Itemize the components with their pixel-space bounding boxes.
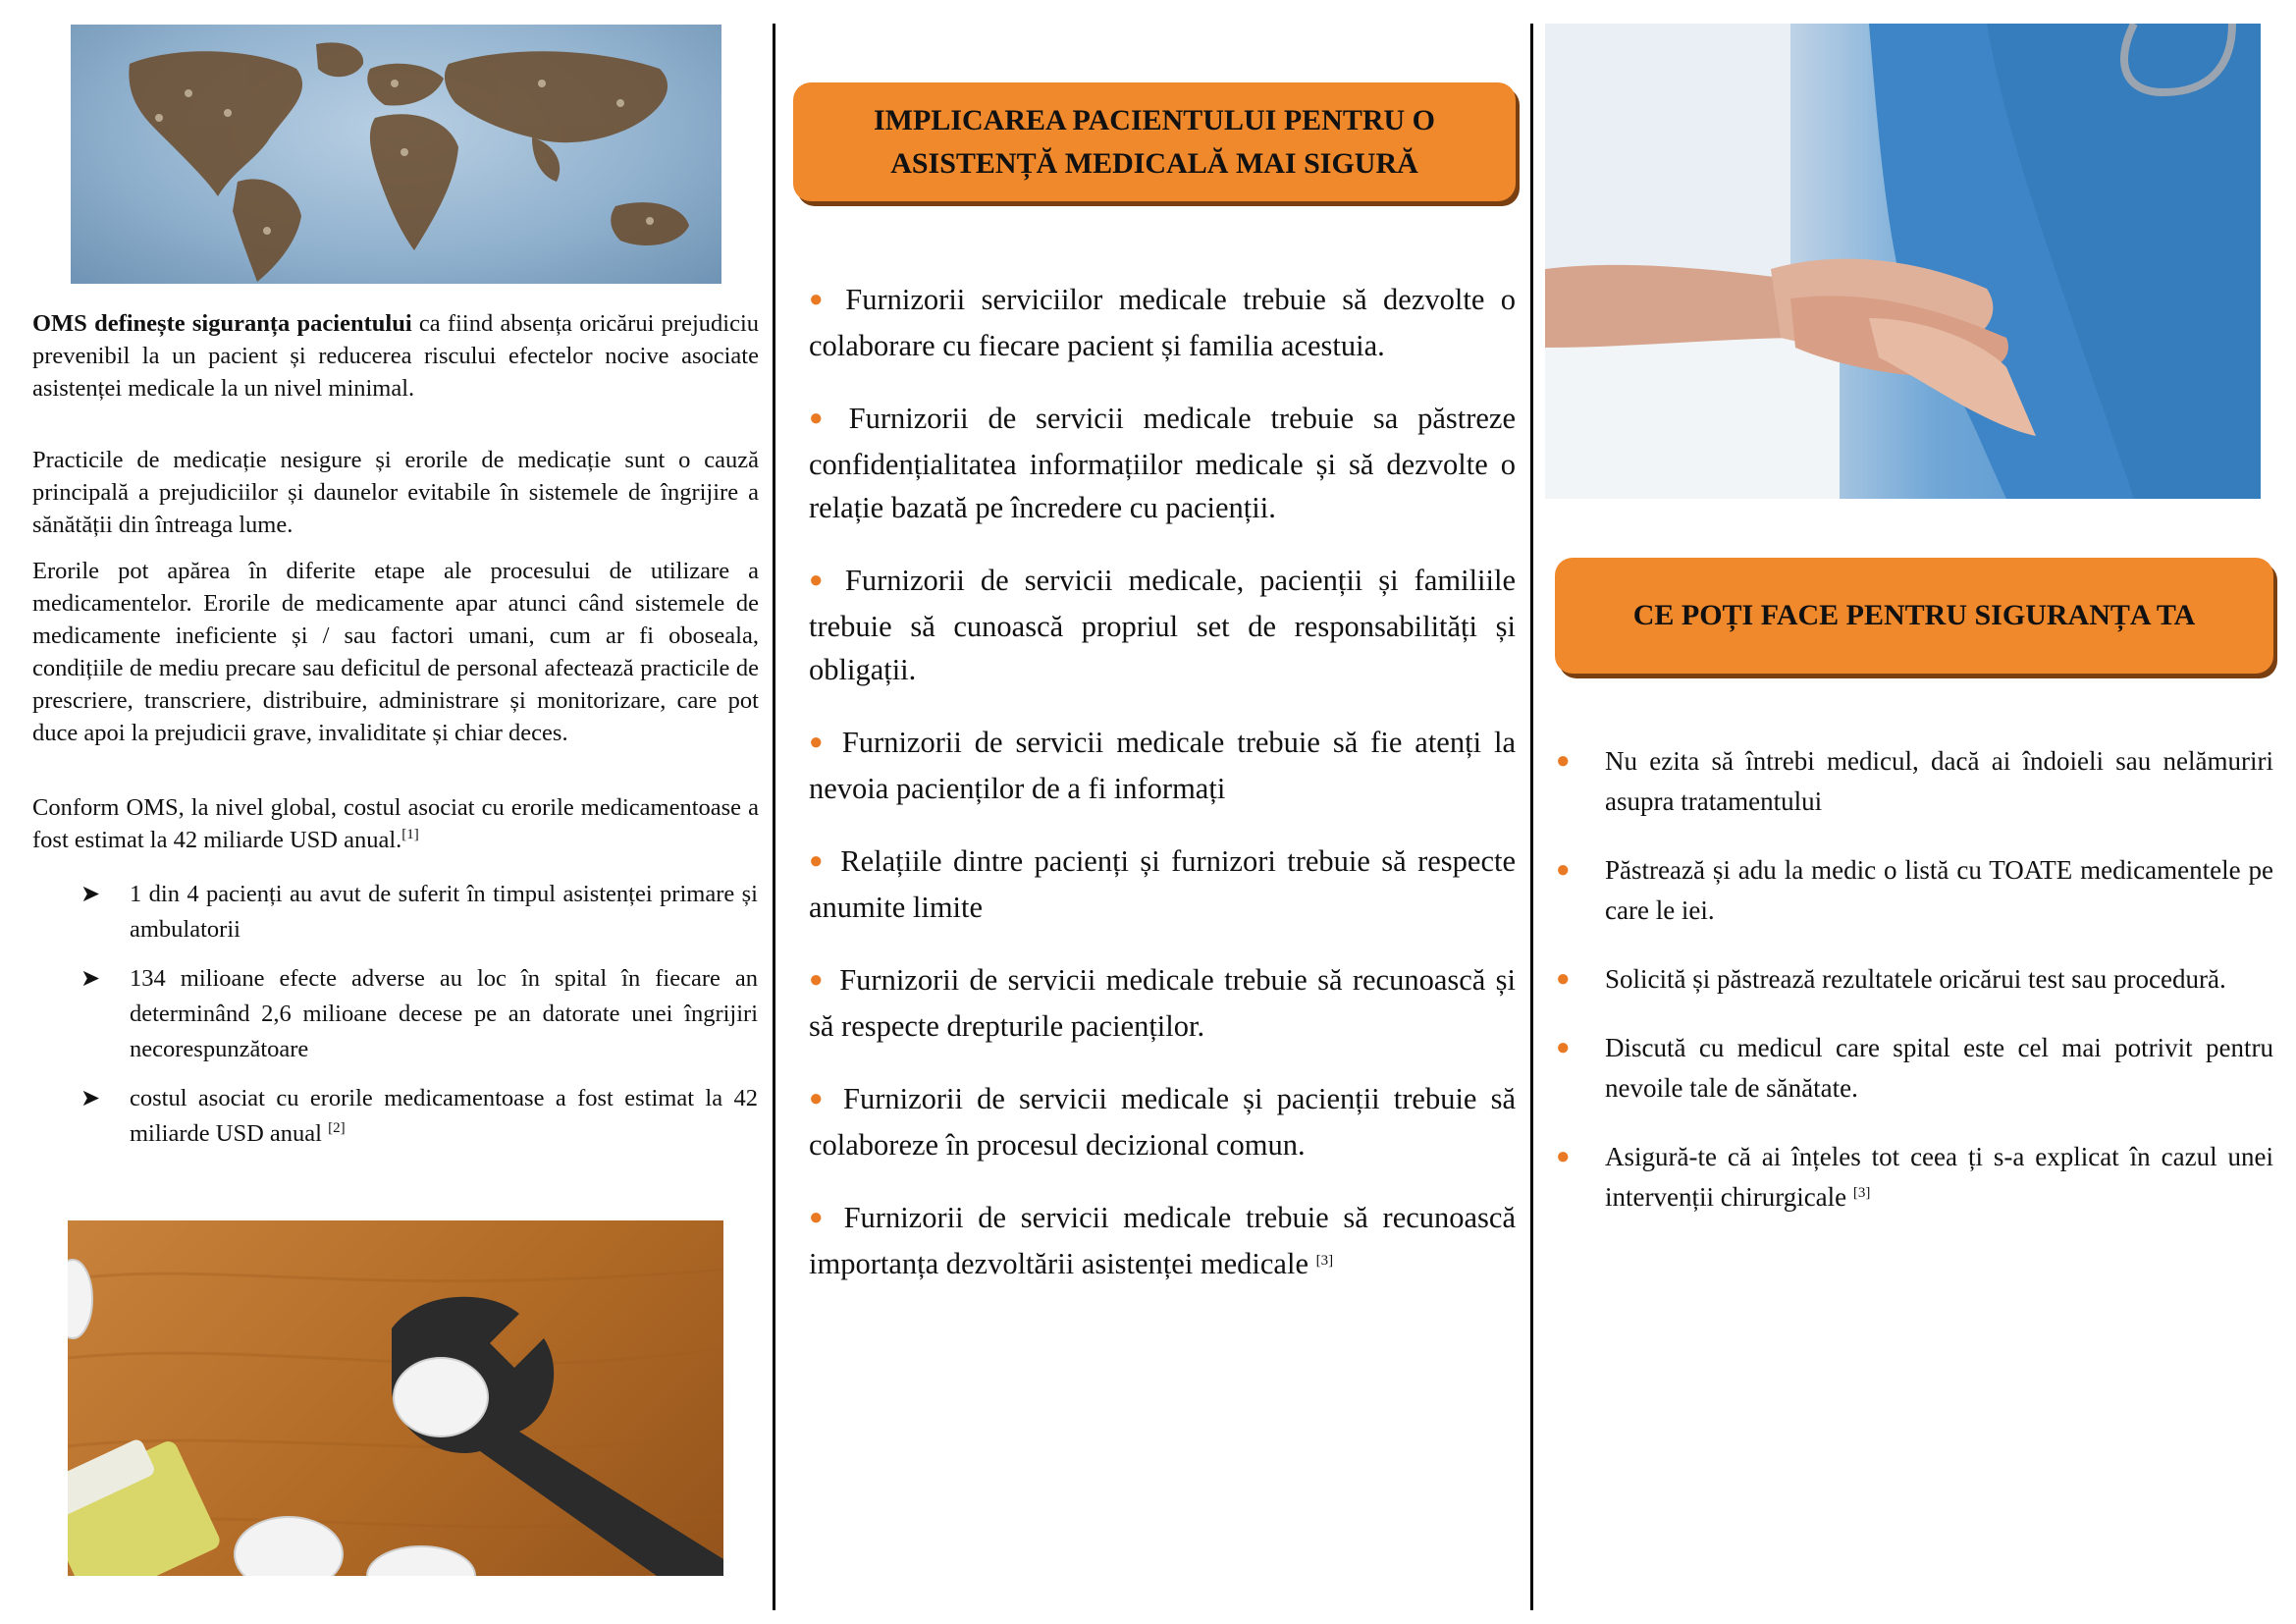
list-item-text: Solicită și păstrează rezultatele oricărui test sau procedură. [1605,964,2226,994]
list-item [80,877,758,947]
bullet-dot-icon: ● [809,730,828,755]
list-item-text: Păstrează și adu la medic o listă cu TOATE medicamentele pe care le iei. [1605,855,2273,925]
list-item-text: 1 din 4 pacienți au avut de suferit în timpul asistenței primare și ambulatorii [130,881,758,943]
list-item [809,559,1516,691]
cost-paragraph [32,791,759,856]
errors-text: Erorile pot apărea în diferite etape ale procesului de utilizare a medicamentelor. Erorile de medicamente apar atunci când sistemele de medicamente ineficiente și / sau factori umani, cum ar fi oboseala, condițiile de mediu precare sau deficitul de personal afectează practicile de prescriere, transcriere, distribuire, administrare și monitorizare, care pot duce apoi la prejudicii grave, invaliditate și chiar deces. [32,558,759,746]
list-item [809,397,1516,529]
list-item-text: Discută cu medicul care spital este cel mai potrivit pentru nevoile tale de sănătate. [1605,1033,2273,1103]
list-item [809,1196,1516,1285]
bullet-dot-icon: ● [1556,1035,1571,1060]
list-item [809,278,1516,367]
list-item-text: Furnizorii de servicii medicale trebuie să recunoască și să respecte drepturile pacienților. [809,963,1516,1043]
list-item-text: costul asociat cu erorile medicamentoase a fost estimat la 42 miliarde USD anual [130,1085,758,1147]
reference-1: [1] [401,827,419,842]
personal-safety-list [1556,741,2273,1246]
who-definition-paragraph [32,307,759,405]
bullet-dot-icon: ● [809,848,828,874]
list-item-text: Furnizorii de servicii medicale trebuie să fie atenți la nevoia pacienților de a fi informați [809,726,1516,805]
who-definition-text: ca fiind absența oricărui prejudiciu prevenibil la un pacient și reducerea riscului efectelor nocive asociate asistenței medicale la un nivel minimal. [32,310,759,402]
arrow-right-icon: ➤ [80,1086,101,1111]
bullet-dot-icon: ● [809,967,827,993]
list-item-text: Relațiile dintre pacienți și furnizori trebuie să respecte anumite limite [809,844,1516,924]
list-item-text: Furnizorii de servicii medicale și pacienții trebuie să colaboreze în procesul decizional comun. [809,1082,1516,1162]
list-item-text: Furnizorii de servicii medicale, pacienții și familiile trebuie să cunoască propriul set de responsabilități și obligații. [809,564,1516,686]
list-item [809,1077,1516,1166]
list-item-text: Furnizorii serviciilor medicale trebuie să dezvolte o colaborare cu fiecare pacient și familia acestuia. [809,283,1517,362]
bullet-dot-icon: ● [809,406,835,431]
list-item-text: Nu ezita să întrebi medicul, dacă ai îndoieli sau nelămuriri asupra tratamentului [1605,746,2273,816]
cost-text: Conform OMS, la nivel global, costul asociat cu erorile medicamentoase a fost estimat la 42 miliarde USD anual. [32,794,759,853]
list-item-text: Furnizorii de servicii medicale trebuie sa păstreze confidențialitatea informațiilor medicale și să dezvolte o relație bazată pe încredere cu pacienții. [809,402,1517,524]
patient-involvement-heading [793,82,1516,201]
bullet-dot-icon: ● [809,1086,830,1111]
personal-safety-heading [1555,558,2273,674]
list-item [1556,1137,2273,1218]
list-item-ref: [2] [328,1120,346,1136]
bullet-dot-icon: ● [809,287,832,312]
unsafe-practices-text: Practicile de medicație nesigure și erorile de medicație sunt o cauză principală a prejudiciilor și daunelor evitabile în sistemele de îngrijire a sănătății din întreaga lume. [32,447,759,538]
bullet-dot-icon: ● [809,568,831,593]
list-item-ref: [3] [1852,1185,1871,1201]
world-map-of-pills-image [71,25,721,284]
statistics-list [80,877,758,1165]
arrow-right-icon: ➤ [80,966,101,992]
list-item [1556,741,2273,822]
bullet-dot-icon: ● [809,1205,830,1230]
bullet-dot-icon: ● [1556,966,1571,992]
unsafe-practices-paragraph [32,444,759,541]
provider-guidelines-list [809,278,1516,1315]
list-item-text: 134 milioane efecte adverse au loc în spital în fiecare an determinând 2,6 milioane decese pe an datorate unei îngrijiri necorespunzătoare [130,965,758,1062]
bullet-dot-icon: ● [1556,748,1571,774]
errors-paragraph [32,555,759,749]
arrow-right-icon: ➤ [80,882,101,907]
list-item [1556,1028,2273,1109]
list-item [809,839,1516,929]
wrench-and-pills-image [68,1220,723,1576]
who-definition-bold: OMS definește siguranța pacientului [32,310,412,337]
list-item [1556,850,2273,931]
list-item [1556,959,2273,1000]
list-item [809,958,1516,1048]
list-item-text: Furnizorii de servicii medicale trebuie să recunoască importanța dezvoltării asistenței medicale [809,1201,1517,1280]
nurse-holding-hands-image [1545,24,2261,499]
patient-involvement-heading-text: IMPLICAREA PACIENTULUI PENTRU O ASISTENȚĂ MEDICALĂ MAI SIGURĂ [874,103,1435,180]
column-divider-right [1530,24,1533,1610]
bullet-dot-icon: ● [1556,857,1571,883]
list-item [80,1081,758,1152]
list-item-text: Asigură-te că ai înțeles tot ceea ți s-a explicat în cazul unei intervenții chirurgicale [1605,1142,2273,1212]
personal-safety-heading-text: CE POȚI FACE PENTRU SIGURANȚA TA [1632,599,2196,631]
bullet-dot-icon: ● [1556,1144,1571,1169]
list-item [80,961,758,1067]
column-divider-left [773,24,775,1610]
list-item-ref: [3] [1315,1253,1334,1269]
list-item [809,721,1516,810]
